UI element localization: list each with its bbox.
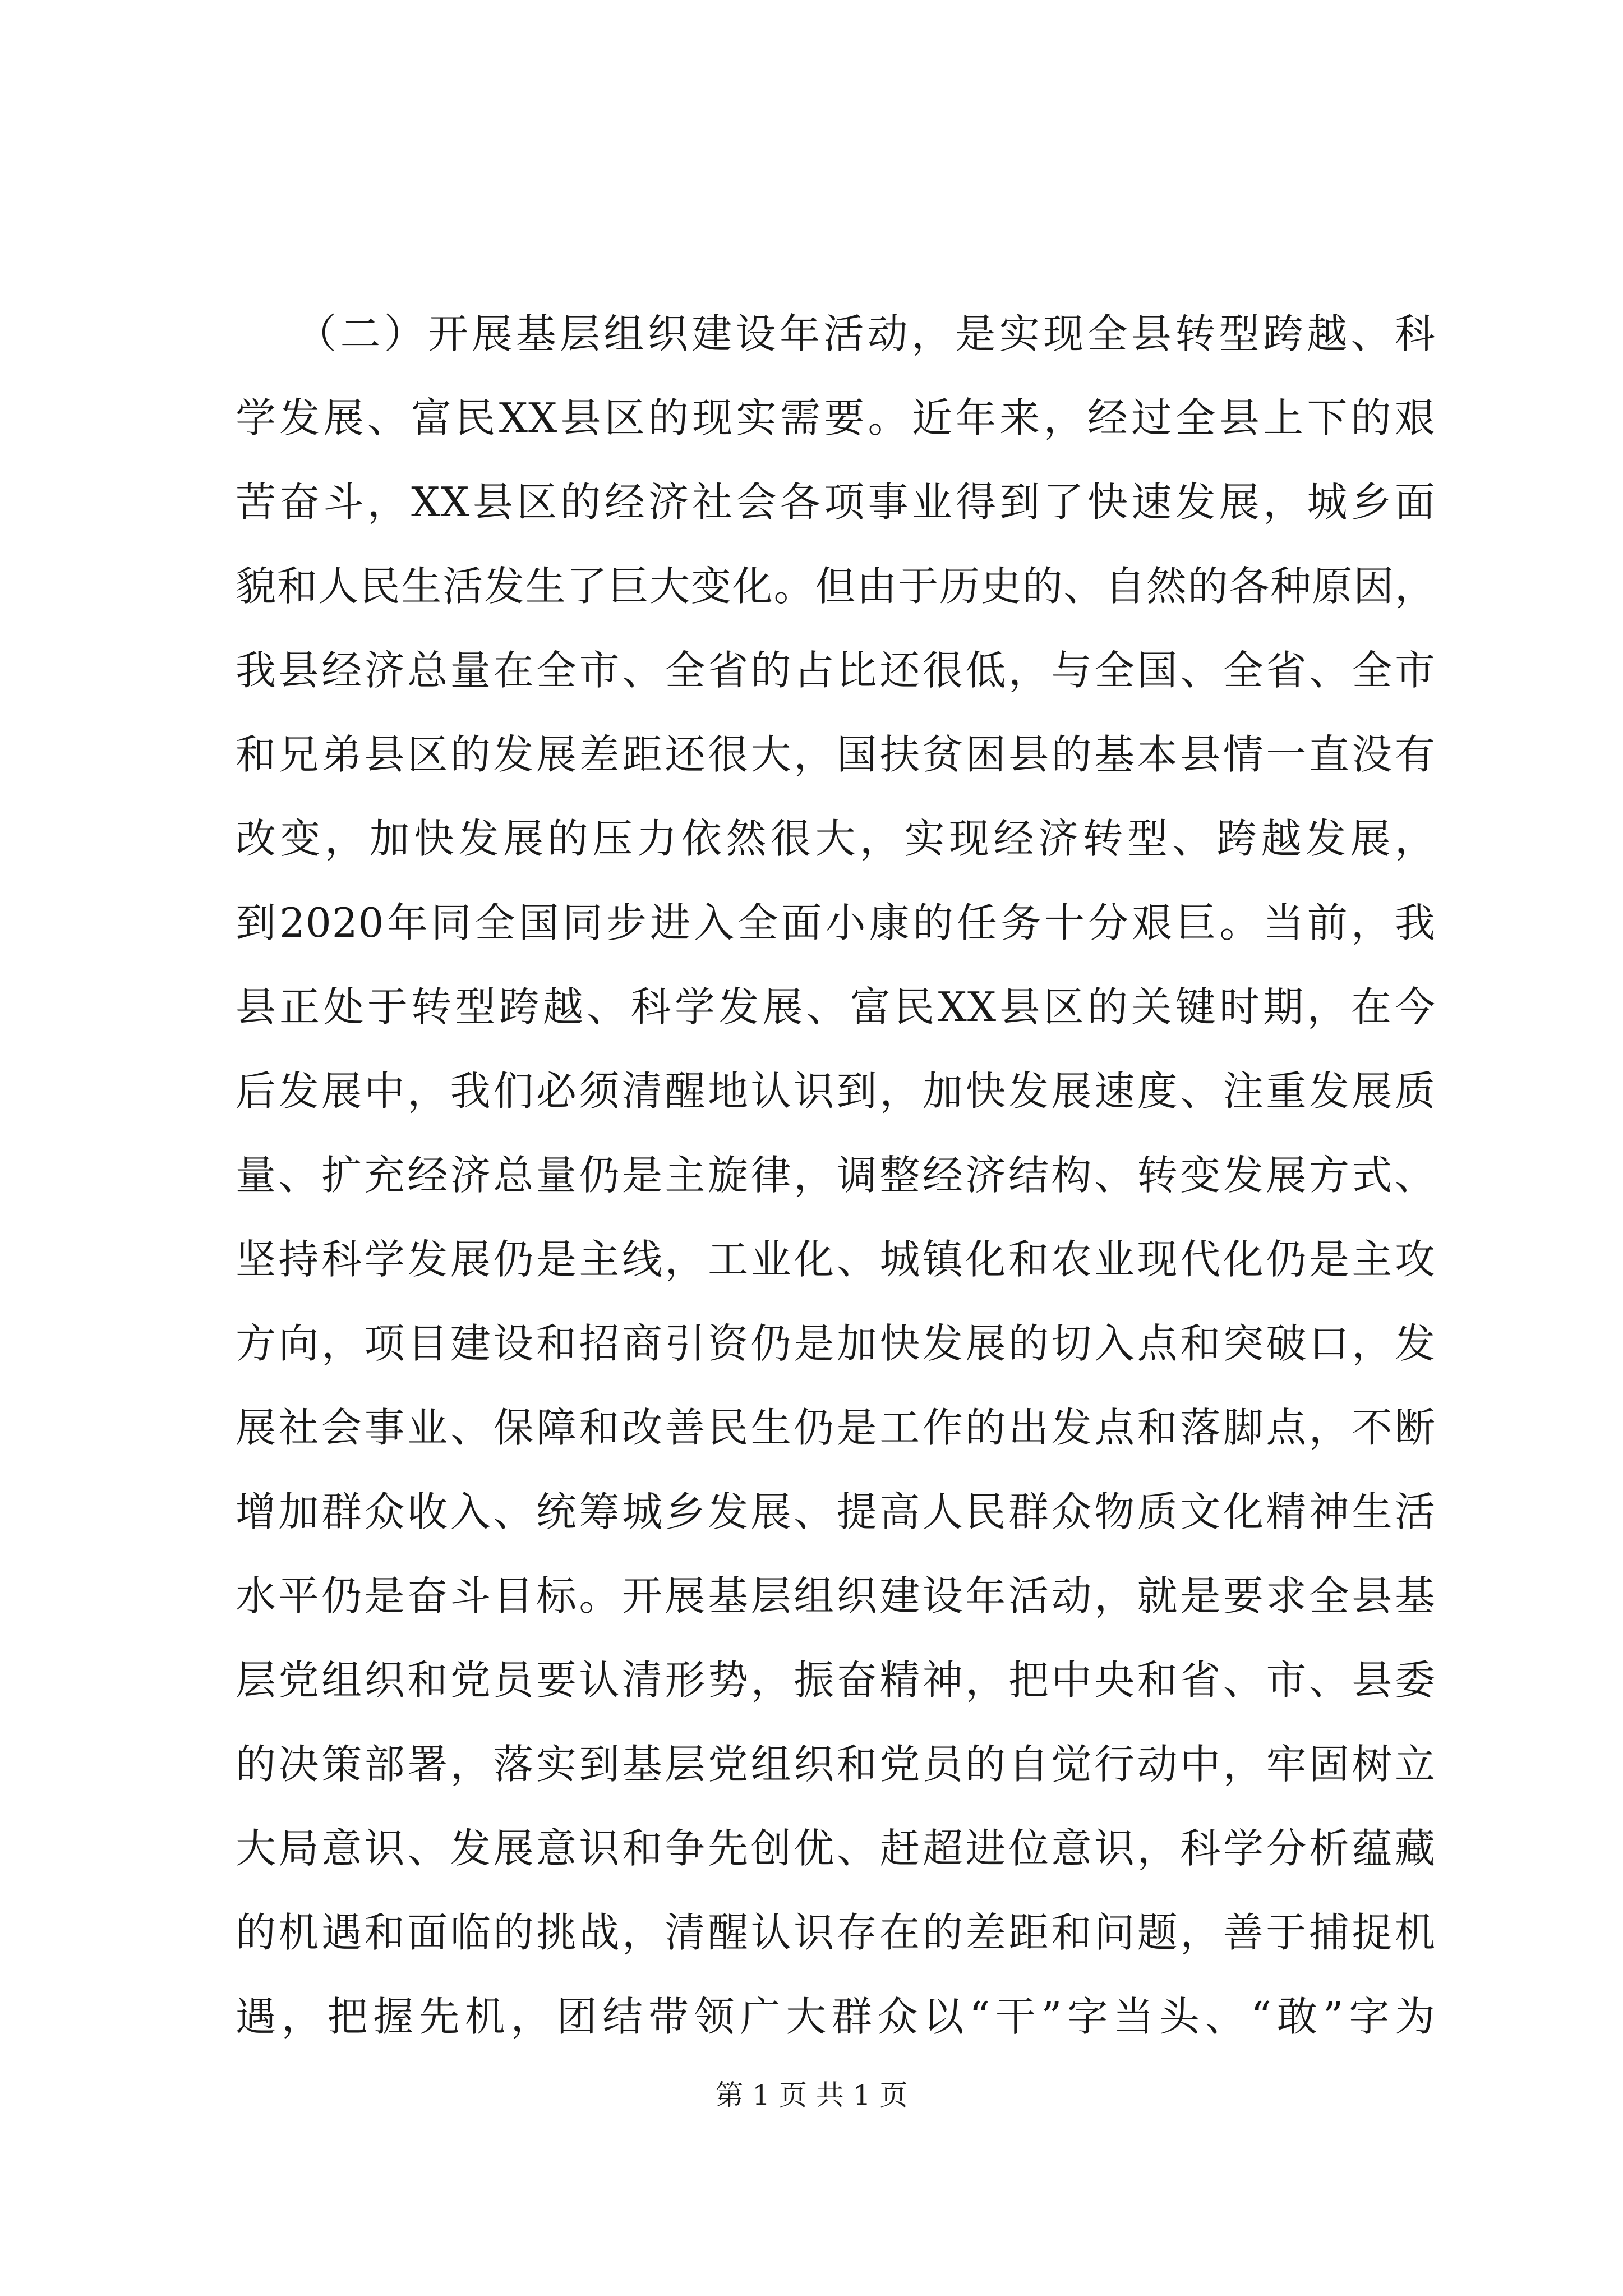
paragraph-line: 县正处于转型跨越、科学发展、富民XX县区的关键时期，在今 <box>236 983 1436 1030</box>
paragraph-line: 我县经济总量在全市、全省的占比还很低，与全国、全省、全市 <box>236 647 1436 694</box>
page-footer: 第 1 页 共 1 页 <box>715 2079 908 2111</box>
paragraph-line: 学发展、富民XX县区的现实需要。近年来，经过全县上下的艰 <box>236 394 1436 441</box>
paragraph-line: 后发展中，我们必须清醒地认识到，加快发展速度、注重发展质 <box>236 1068 1436 1115</box>
paragraph-line: 增加群众收入、统筹城乡发展、提高人民群众物质文化精神生活 <box>236 1488 1436 1535</box>
paragraph-line: 层党组织和党员要认清形势，振奋精神，把中央和省、市、县委 <box>236 1657 1436 1704</box>
paragraph-line: （二）开展基层组织建设年活动，是实现全县转型跨越、科 <box>296 310 1436 357</box>
paragraph-line: 坚持科学发展仍是主线，工业化、城镇化和农业现代化仍是主攻 <box>236 1236 1436 1283</box>
paragraph-line: 到2020年同全国同步进入全面小康的任务十分艰巨。当前，我 <box>236 899 1436 946</box>
paragraph-line: 遇，把握先机，团结带领广大群众以“干”字当头、“敢”字为 <box>236 1993 1436 2040</box>
body-paragraph <box>236 292 1436 2059</box>
paragraph-line: 的机遇和面临的挑战，清醒认识存在的差距和问题，善于捕捉机 <box>236 1909 1436 1956</box>
paragraph-line: 大局意识、发展意识和争先创优、赶超进位意识，科学分析蕴藏 <box>236 1825 1436 1872</box>
paragraph-line: 展社会事业、保障和改善民生仍是工作的出发点和落脚点，不断 <box>236 1404 1436 1451</box>
paragraph-line: 和兄弟县区的发展差距还很大，国扶贫困县的基本县情一直没有 <box>236 731 1436 778</box>
paragraph-line: 的决策部署，落实到基层党组织和党员的自觉行动中，牢固树立 <box>236 1741 1436 1788</box>
paragraph-line: 方向，项目建设和招商引资仍是加快发展的切入点和突破口，发 <box>236 1320 1436 1367</box>
paragraph-line: 貌和人民生活发生了巨大变化。但由于历史的、自然的各种原因， <box>236 563 1436 610</box>
paragraph-line: 苦奋斗，XX县区的经济社会各项事业得到了快速发展，城乡面 <box>236 478 1436 526</box>
paragraph-line: 水平仍是奋斗目标。开展基层组织建设年活动，就是要求全县基 <box>236 1572 1436 1619</box>
paragraph-line: 改变，加快发展的压力依然很大，实现经济转型、跨越发展， <box>236 815 1436 862</box>
paragraph-line: 量、扩充经济总量仍是主旋律，调整经济结构、转变发展方式、 <box>236 1152 1436 1199</box>
